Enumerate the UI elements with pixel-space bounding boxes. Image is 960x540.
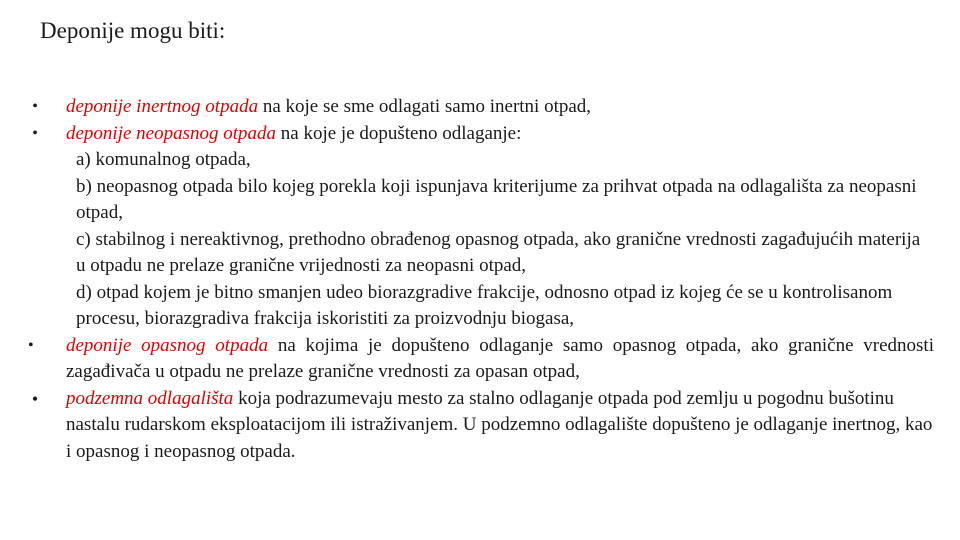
bullet-icon: •	[32, 124, 38, 142]
list-item-non-hazardous	[28, 121, 934, 148]
item-text: na koje se sme odlagati samo inertni otpad,	[258, 96, 592, 117]
sub-item-d: d) otpad kojem je bitno smanjen udeo biorazgradive frakcije, odnosno otpad iz kojeg će se u kontrolisanom procesu, biorazgradiva frakcija iskoristiti za proizvodnju biogasa,	[76, 281, 893, 329]
term-non-hazardous-landfill: deponije neopasnog otpada	[66, 122, 277, 144]
bullet-list	[28, 94, 934, 465]
term-inert-landfill: deponije inertnog otpada	[66, 96, 259, 117]
sub-item-a: a) komunalnog otpada,	[76, 149, 251, 170]
item-text: na kojima je dopušteno odlaganje samo opasnog otpada, ako granične vrednosti zagađivača u otpadu ne prelaze granične vrednosti za opasan otpad,	[66, 334, 934, 382]
bullet-icon: •	[31, 388, 39, 409]
term-hazardous-landfill: deponije opasnog otpada	[66, 334, 269, 356]
list-item-hazardous	[28, 333, 934, 386]
list-item-underground	[28, 386, 934, 466]
sub-list	[28, 147, 934, 333]
list-item-inert	[28, 94, 934, 121]
item-text: koja podrazumevaju mesto za stalno odlaganje otpada pod zemlju u pogodnu bušotinu nastalu rudarskom eksploatacijom ili istraživanjem. U podzemno odlagalište dopušteno je odlaganje inertnog, kao i opasnog i neopasnog otpada.	[66, 387, 933, 462]
item-text: na koje je dopušteno odlaganje:	[276, 122, 522, 144]
slide-title: Deponije mogu biti:	[40, 18, 226, 43]
sub-item-b: b) neopasnog otpada bilo kojeg porekla koji ispunjava kriterijume za prihvat otpada na odlagališta za neopasni otpad,	[76, 175, 917, 223]
bullet-icon: •	[32, 98, 38, 115]
sub-item-c: c) stabilnog i nereaktivnog, prethodno obrađenog opasnog otpada, ako granične vrednosti zagađujućih materija u otpadu ne prelaze granične vrijednosti za neopasni otpad,	[76, 228, 921, 276]
bullet-icon: •	[28, 336, 34, 354]
term-underground-landfill: podzemna odlagališta	[66, 387, 234, 409]
